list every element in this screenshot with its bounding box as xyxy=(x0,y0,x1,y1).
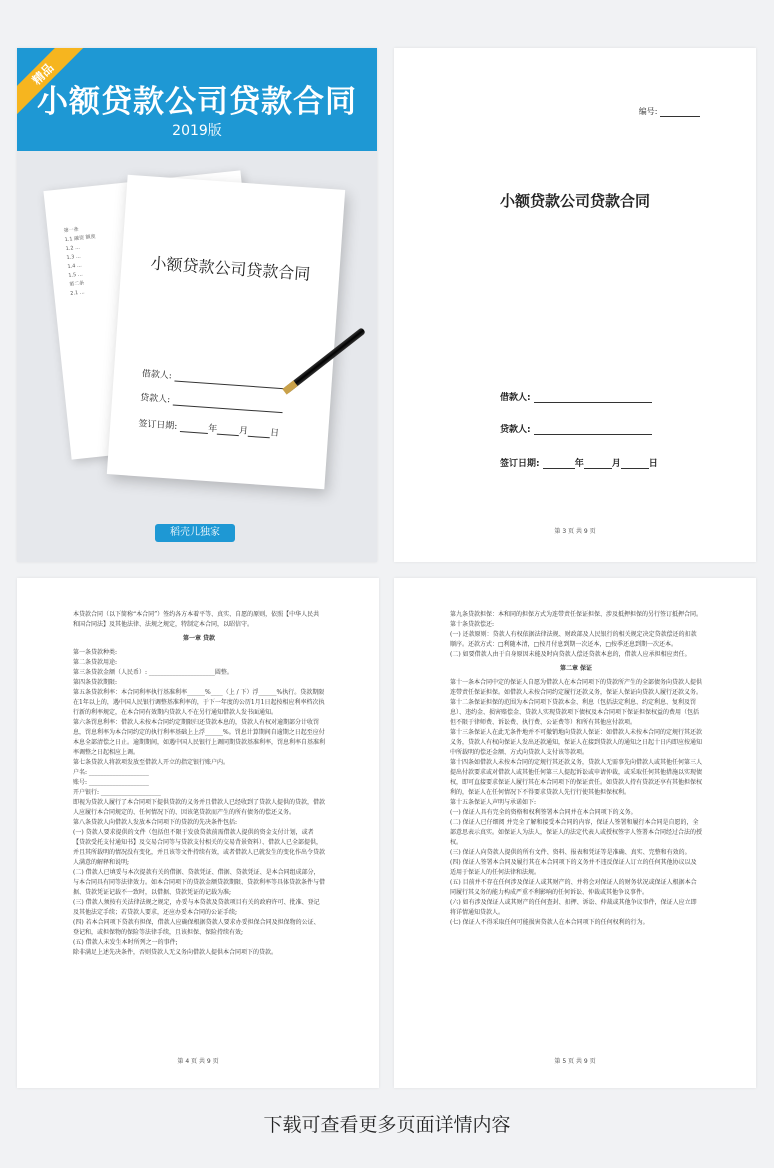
paragraph: 第六条罚息利率：借款人未按本合同约定期限归还贷款本息的，贷款人有权对逾期部分计收罚息，罚息利率为本合同约定的执行利率基础上上浮______%。罚息计算期间自逾期之日起至应付本息全部清偿之日止。逾期期间，如遇中国人民银行上调同期贷款基准利率，罚息利率自基准利率调整之日起相应上调。 xyxy=(73,719,326,756)
paragraph: 第三条贷款金额（人民币）: ______________________圆整。 xyxy=(73,669,233,676)
lender-row xyxy=(500,422,652,435)
paragraph: (三) 借款人须按有关法律法规之规定，办妥与本贷款及贷款项目有关的政府许可、批准、登记及其他法定手续；若贷款人要求，还应办妥本合同的公证手续; xyxy=(73,899,320,916)
paragraph: (一) 保证人具有完全的资格和权利签署本合同并在本合同项下的义务。 xyxy=(450,809,637,816)
chapter-heading: 第二章 保证 xyxy=(559,665,593,672)
paragraph: 第十四条如借款人未按本合同的定规行其还款义务，贷款人无需事先向借款人或其他任何第三人提出付款要求或对借款人或其他任何第三人提起诉讼或申请仲裁，或采取任何其他措施以实现债权，即可直接要求保证人履行其在本合同项下的保证责任。如贷款人持有贷款还享有其他担保权利的，保证人在任何情况下不得要求贷款人先行行使其他担保权利。 xyxy=(450,759,703,796)
back-sheet-line: 1.2 ... xyxy=(65,244,81,253)
sign-date-row xyxy=(500,456,658,469)
sheet-date-line xyxy=(248,427,271,439)
date-month: 月 xyxy=(611,459,621,469)
premium-ribbon: 精品 xyxy=(17,48,84,115)
date-line xyxy=(584,458,612,469)
paragraph: (二) 保证人已仔细阅 并完全了解和接受本合同的内容，保证人签署和履行本合同是自愿的，全部意思表示真实。如保证人为法人，保证人的法定代表人或授权签字人签署本合同经过合法的授权。 xyxy=(450,819,703,846)
back-sheet-line: 2.1 ... xyxy=(70,289,85,297)
paragraph: (六) 如有涉及保证人或其财产的任何查封、扣押、诉讼、仲裁或其他争议事件，保证人应立即将详情通知贷款人。 xyxy=(450,899,697,916)
cover-preview[interactable] xyxy=(17,48,377,562)
exclusive-badge: 稻壳儿独家 xyxy=(155,524,235,542)
paragraph: (五) 借款人未发生本时所列之一的事件; xyxy=(73,939,178,946)
contract-number-label: 编号: xyxy=(638,107,658,116)
sheet-date-year: 年 xyxy=(207,424,218,435)
paragraph: 除非满足上述先决条件，否则贷款人无义务向借款人提供本合同项下的贷款。 xyxy=(73,949,278,956)
cover-banner xyxy=(17,48,377,151)
page-preview-4[interactable] xyxy=(17,578,379,1088)
back-sheet-line: 1.3 ... xyxy=(66,253,82,262)
date-line xyxy=(621,458,649,469)
paragraph: 第八条贷款人向借款人发放本合同项下的贷款的先决条件包括: xyxy=(73,819,238,826)
date-day: 日 xyxy=(648,459,658,469)
front-sheet xyxy=(107,175,345,489)
paragraph: 第十条贷款偿还: xyxy=(450,621,495,628)
borrower-row xyxy=(500,390,652,403)
contract-number xyxy=(639,106,700,117)
lender-line xyxy=(534,424,652,435)
back-sheet-line: 1.5 ... xyxy=(68,271,83,279)
paragraph: 第一条贷款种类: xyxy=(73,649,118,656)
page-footer: 第 3 页 共 9 页 xyxy=(554,528,596,535)
sheet-date-day: 日 xyxy=(269,428,280,439)
paragraph: (三) 保证人向贷款人提供的所有文件、资料、报表和凭证等是准确、真实、完整和有效的。 xyxy=(450,849,691,856)
sheet-borrower-line xyxy=(174,372,284,390)
paragraph: 第五条贷款利率：本合同利率执行基准利率______%____（上 / 下）浮______%执行。贷款期限在1年以上的，遇中国人民银行调整基准利率的，于下一年度的公历1月1日起按相应利率档次执行新的利率规定，在本合同有效期内贷款人不在另行通知借款人发书面通知。 xyxy=(73,689,325,716)
paragraph: 第十二条保证担保的范围为本合同项下贷款本金、利息（包括法定利息、约定利息、复利及罚息）、违约金、损害赔偿金、贷款人实现贷款项下债权及本合同项下保证担保权益的费用（包括但不限于律师费、诉讼费、执行费、公证费等）和所有其他应付款项。 xyxy=(450,699,700,726)
paragraph: 第十一条本合同中定的保证人自愿为借款人在本合同项下的贷款所产生的全部债务向贷款人提供连带责任保证担保。如借款人未按合同约定履行还款义务，保证人保证向贷款人履行还款义务。 xyxy=(450,679,703,696)
sheet-date-row xyxy=(138,416,280,439)
paragraph: (四) 保证人签署本合同及履行其在本合同项下的义务并不违反保证人订立的任何其他协议以及适用于保证人的任何法律和法规。 xyxy=(450,859,697,876)
paragraph: 即视为贷款人履行了本合同项下提供贷款的义务并且借款人已经收到了贷款人提供的贷款，借款人应履行本合同规定的、任何情况下的、因该笔贷款而产生的所有债务的偿还义务。 xyxy=(73,799,326,816)
paragraph: 第十五条保证人声明与承诺如下: xyxy=(450,799,537,806)
date-line xyxy=(543,458,575,469)
paragraph: 第七条贷款人将款项发放至借款人开立的指定银行账户内。 xyxy=(73,759,230,766)
sheet-date-line xyxy=(180,422,209,434)
paragraph: 账号: ____________________ xyxy=(73,779,149,786)
page-title: 小额贷款公司贷款合同 xyxy=(499,192,650,210)
back-sheet-line: 1.1 融资 额度 xyxy=(64,233,96,244)
paragraph: 第十三条保证人在此无条件地并不可撤销地向贷款人保证：如借款人未按本合同的定规行其还款义务，贷款人有权向保证人发出还款通知，保证人在接到贷款人的通知之日起十日内即应按通知中所载明的偿还金额、方式向贷款人支付该等款项。 xyxy=(450,729,703,756)
cover-title: 小额贷款公司贷款合同 xyxy=(37,84,357,120)
more-pages-caption: 下载可查看更多页面详情内容 xyxy=(263,1114,511,1136)
sheet-title: 小额贷款公司贷款合同 xyxy=(149,253,311,284)
back-sheet-line: 第一条 xyxy=(63,226,79,235)
sheet-lender-line xyxy=(173,395,283,413)
sheet-borrower-label: 借款人: xyxy=(141,369,173,382)
borrower-line xyxy=(534,392,652,403)
paragraph: 开户银行: ____________________ xyxy=(73,789,161,796)
paragraph: 第二条贷款用途: xyxy=(73,659,118,666)
cover-year: 2019版 xyxy=(172,123,222,139)
sheet-date-label: 签订日期: xyxy=(138,419,178,432)
sheet-date-line xyxy=(217,425,240,437)
paragraph: (五) 目前并不存在任何涉及保证人或其财产的、并将会对保证人的财务状况或保证人根据本合同履行其义务的能力构成严重不利影响的任何诉讼、仲裁或其他争议事件。 xyxy=(450,879,697,896)
paragraph: (二) 如要借款人由于自身原因未能及时向贷款人偿还贷款本息的，借款人应承担相应责任。 xyxy=(450,651,691,658)
lender-label: 贷款人: xyxy=(500,425,531,435)
page-footer: 第 4 页 共 9 页 xyxy=(177,1058,219,1065)
paragraph: 本贷款合同（以下简称“本合同”）签约各方本着平等、真实、自愿的原则，依照【中华人民共和国合同法】及其他法律、法规之规定，特制定本合同，以昭信守。 xyxy=(73,611,320,628)
contract-number-line xyxy=(660,108,700,117)
page-footer: 第 5 页 共 9 页 xyxy=(554,1058,596,1065)
paragraph: (七) 保证人不得采取任何可能损害贷款人在本合同项下的任何权利的行为。 xyxy=(450,919,649,926)
sign-date-label: 签订日期: xyxy=(500,459,540,469)
paragraph: 户名: ____________________ xyxy=(73,769,149,776)
page-body xyxy=(450,610,702,928)
back-sheet-line: 第二条 xyxy=(69,280,85,288)
paragraph: (四) 若本合同项下贷款有担保，借款人应确保根据贷款人要求办妥担保合同及担保物的公证、登记和，或担保物的保险等法律手续，且该担保、保险持续有效; xyxy=(73,919,320,936)
date-year: 年 xyxy=(574,459,584,469)
page-preview-3[interactable] xyxy=(394,48,756,562)
sheet-lender-label: 贷款人: xyxy=(139,393,171,406)
paragraph: (一) 贷款人要求提供的文件（包括但不限于发放贷款前需借款人提供的资金支付计划，或者【贷款受托支付通知书】及交易合同等与贷款支付相关的交易背景资料）、借款人已全部提供，并且其所载明的情况没有变化，并且该等文件持续有效，或者借款人已就发生的变化作出令贷款人满意的解释和说明; xyxy=(73,829,326,866)
chapter-heading: 第一章 贷款 xyxy=(182,635,216,642)
sheet-borrower-row xyxy=(142,366,285,389)
paragraph: 第四条贷款期限: xyxy=(73,679,118,686)
paragraph: 第九条贷款担保：本和同的担保方式为连带责任保证担保、涉及抵押担保的另行签订抵押合同。 xyxy=(450,611,703,618)
page-preview-5[interactable] xyxy=(394,578,756,1088)
sheet-lender-row xyxy=(140,390,283,413)
page-body xyxy=(73,610,325,958)
sheet-date-month: 月 xyxy=(238,426,249,437)
back-sheet-line: 1.4 ... xyxy=(67,262,83,270)
paragraph: (一) 还款原则：贷款人有权依据法律法规、财政部及人民银行的相关规定决定贷款偿还的扣款顺序。还款方式：□利随本清，□按月付息到期一次还本，□按季还息到期一次还本。 xyxy=(450,631,697,648)
borrower-label: 借款人: xyxy=(500,393,531,403)
paragraph: (二) 借款人已填妥与本次提款有关的借据、贷款凭证、借据、贷款凭证、是本合同组成部分，与本合同具有同等法律效力。如本合同项下的贷款金额贷款期限、贷款利率等具体贷款条件与借据、贷款凭证记载不一致时，以借据、贷款凭证的记载为准; xyxy=(73,869,326,896)
